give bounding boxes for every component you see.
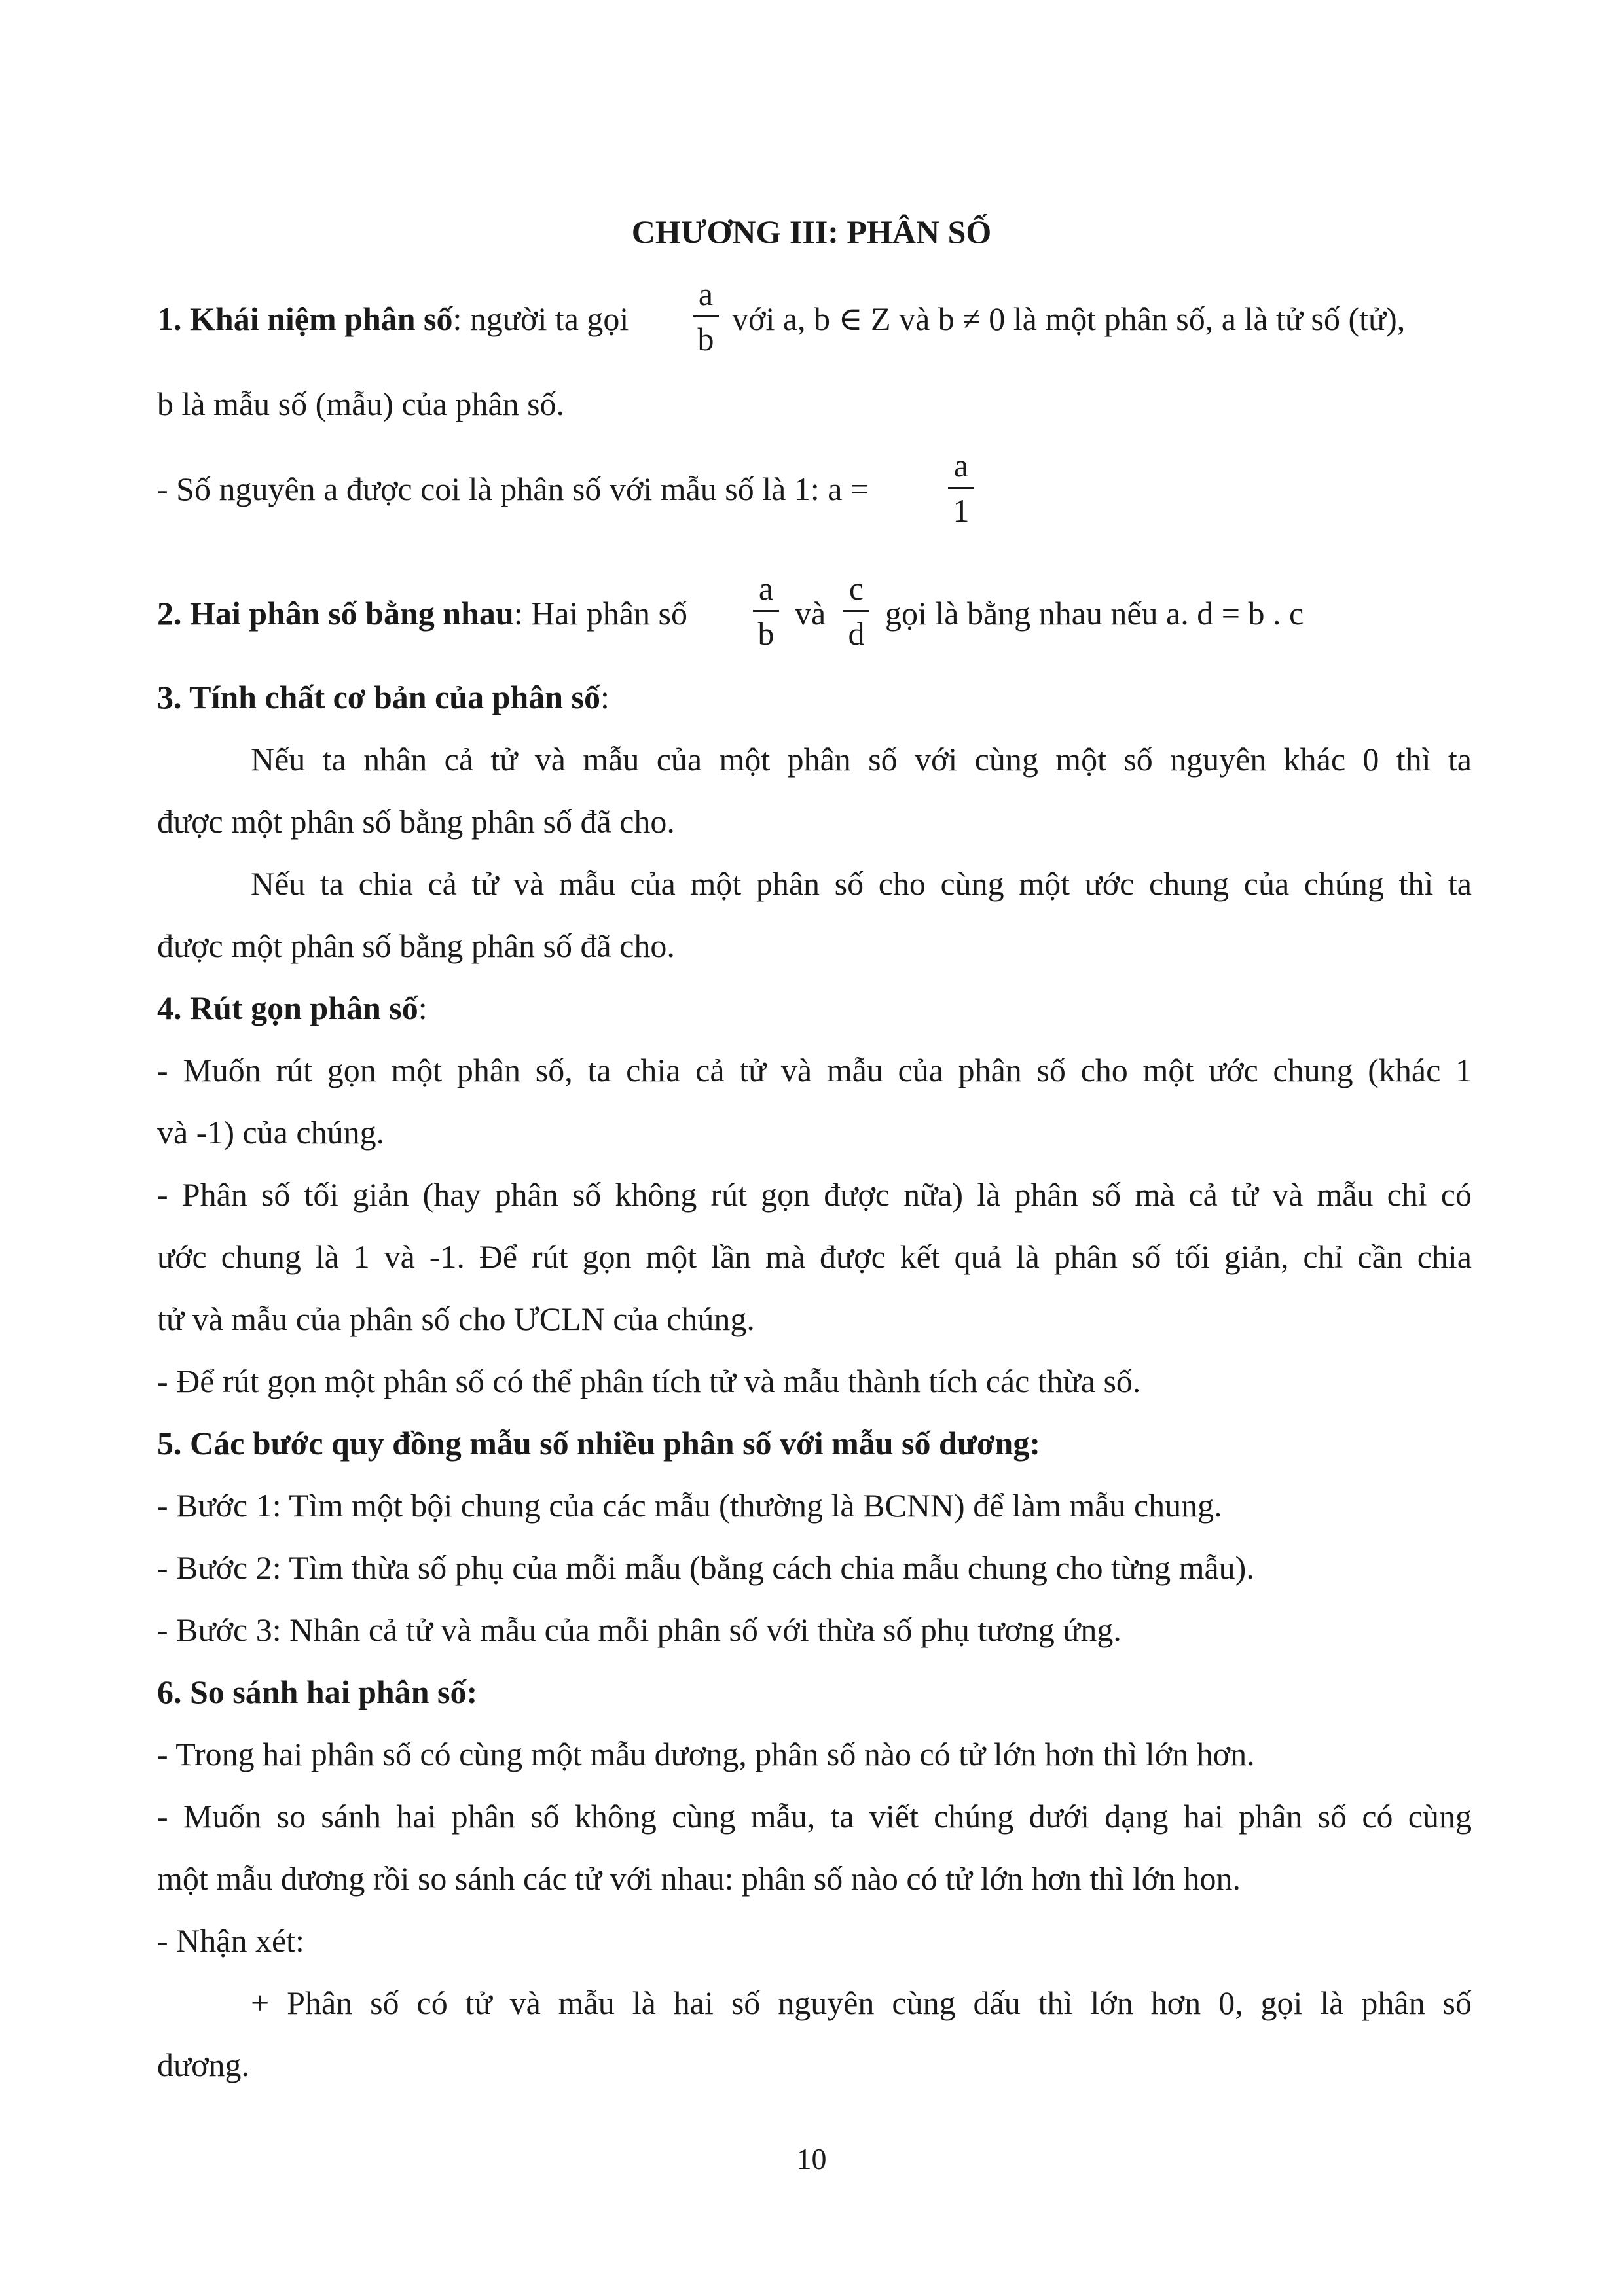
s5-heading: 5. Các bước quy đồng mẫu số nhiều phân số với mẫu số dương:	[157, 1425, 1040, 1462]
s4-line3: - Phân số tối giản (hay phân số không rút gọn được nữa) là phân số mà cả tử và mẫu chỉ có	[157, 1176, 1472, 1213]
s6-line6: dương.	[157, 2047, 250, 2083]
s6-line1: - Trong hai phân số có cùng một mẫu dương, phân số nào có tử lớn hơn thì lớn hơn.	[157, 1736, 1255, 1772]
fraction-a-over-1: a 1	[948, 449, 974, 527]
s4-line4: ước chung là 1 và -1. Để rút gọn một lần mà được kết quả là phân số tối giản, chỉ cần chia	[157, 1238, 1472, 1275]
s3-heading-line: 3. Tính chất cơ bản của phân số:	[157, 679, 610, 715]
s2-and: và	[795, 595, 826, 632]
s4-line2: và -1) của chúng.	[157, 1114, 385, 1151]
fraction-a-over-b-2: a b	[753, 572, 779, 650]
s3-heading: 3. Tính chất cơ bản của phân số	[157, 679, 600, 715]
s3-p1-line1: Nếu ta nhân cả tử và mẫu của một phân số với cùng một số nguyên khác 0 thì ta	[251, 741, 1472, 778]
s1-heading: 1. Khái niệm phân số	[157, 300, 453, 337]
s3-p2-line2: được một phân số bằng phân số đã cho.	[157, 927, 675, 964]
s4-heading-line: 4. Rút gọn phân số:	[157, 990, 428, 1026]
s1-line1: 1. Khái niệm phân số: người ta gọi	[157, 300, 629, 337]
s2-heading: 2. Hai phân số bằng nhau	[157, 595, 514, 632]
s6-line4: - Nhận xét:	[157, 1922, 304, 1959]
s4-line6: - Để rút gọn một phân số có thể phân tích tử và mẫu thành tích các thừa số.	[157, 1363, 1141, 1399]
s1-line1-rest: với a, b ∈ Z và b ≠ 0 là một phân số, a là tử số (tử),	[732, 300, 1406, 337]
s6-line2: - Muốn so sánh hai phân số không cùng mẫu, ta viết chúng dưới dạng hai phân số có cùng	[157, 1798, 1472, 1835]
s5-step3: - Bước 3: Nhân cả tử và mẫu của mỗi phân số với thừa số phụ tương ứng.	[157, 1611, 1122, 1648]
chapter-title: CHƯƠNG III: PHÂN SỐ	[631, 213, 992, 250]
s1-line3: - Số nguyên a được coi là phân số với mẫu số là 1: a =	[157, 471, 869, 507]
fraction-c-over-d: c d	[843, 572, 869, 650]
s4-heading: 4. Rút gọn phân số	[157, 990, 418, 1026]
s3-p2-line1: Nếu ta chia cả tử và mẫu của một phân số cho cùng một ước chung của chúng thì ta	[251, 865, 1472, 902]
s6-line5: + Phân số có tử và mẫu là hai số nguyên cùng dấu thì lớn hơn 0, gọi là phân số	[251, 1984, 1472, 2021]
s5-heading-line	[157, 1427, 1040, 1460]
s5-step1: - Bước 1: Tìm một bội chung của các mẫu (thường là BCNN) để làm mẫu chung.	[157, 1487, 1222, 1524]
s1-line2: b là mẫu số (mẫu) của phân số.	[157, 386, 565, 422]
s6-heading: 6. So sánh hai phân số:	[157, 1674, 478, 1710]
s2-condition: gọi là bằng nhau nếu a. d = b . c	[885, 595, 1304, 632]
s5-step2: - Bước 2: Tìm thừa số phụ của mỗi mẫu (bằng cách chia mẫu chung cho từng mẫu).	[157, 1549, 1254, 1586]
fraction-a-over-b: a b	[693, 278, 719, 355]
s3-p1-line2: được một phân số bằng phân số đã cho.	[157, 803, 675, 840]
s4-line5: tử và mẫu của phân số cho ƯCLN của chúng.	[157, 1300, 755, 1337]
page-number: 10	[796, 2142, 827, 2176]
s2-line: 2. Hai phân số bằng nhau: Hai phân số	[157, 595, 687, 632]
s4-line1: - Muốn rút gọn một phân số, ta chia cả tử và mẫu của phân số cho một ước chung (khác 1	[157, 1052, 1472, 1088]
s6-line3: một mẫu dương rồi so sánh các tử với nhau: phân số nào có tử lớn hơn thì lớn hon.	[157, 1860, 1241, 1897]
s6-heading-line	[157, 1676, 477, 1708]
